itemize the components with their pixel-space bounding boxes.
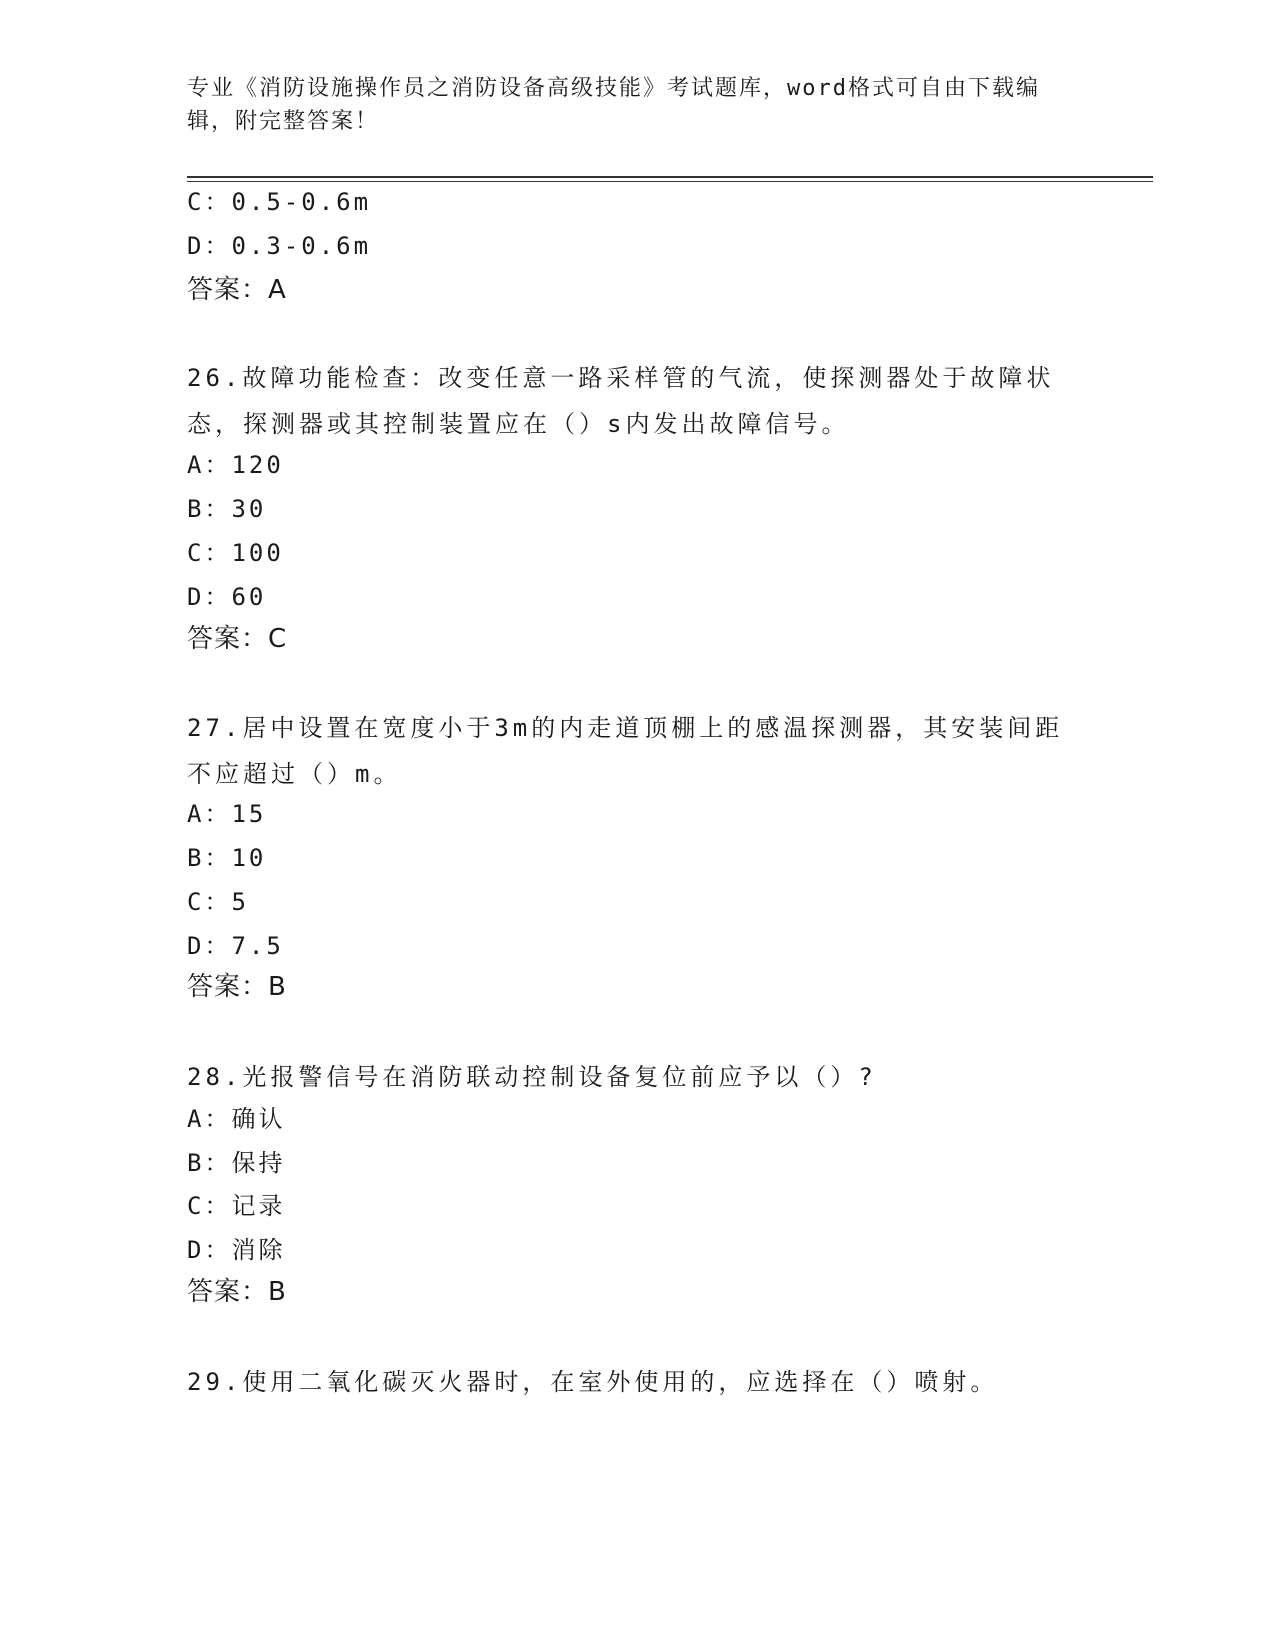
q26-option-a: A：120 (187, 451, 284, 479)
q27-answer: 答案：B (187, 972, 287, 1002)
q28-answer: 答案：B (187, 1277, 287, 1307)
q26-option-b: B：30 (187, 495, 267, 523)
q25-option-d: D：0.3-0.6m (187, 232, 372, 260)
header-divider (187, 176, 1153, 182)
q26-stem: 26.故障功能检查：改变任意一路采样管的气流，使探测器处于故障状态，探测器或其控制装置应在（）s内发出故障信号。 (187, 364, 1055, 438)
q25-answer: 答案：A (187, 275, 287, 305)
q27-option-d: D：7.5 (187, 932, 284, 960)
q26-option-d: D：60 (187, 583, 267, 611)
q28-option-d: D：消除 (187, 1236, 286, 1264)
q26-answer: 答案：C (187, 624, 288, 654)
page-header: 专业《消防设施操作员之消防设备高级技能》考试题库，word格式可自由下载编辑，附完整答案！ (187, 76, 1040, 134)
q28-option-b: B：保持 (187, 1149, 286, 1177)
q25-option-c: C：0.5-0.6m (187, 188, 372, 216)
q26-option-c: C：100 (187, 539, 284, 567)
q29-stem: 29.使用二氧化碳灭火器时，在室外使用的，应选择在（）喷射。 (187, 1368, 999, 1396)
q27-stem: 27.居中设置在宽度小于3m的内走道顶棚上的感温探测器，其安装间距不应超过（）m。 (187, 714, 1064, 788)
q28-option-c: C：记录 (187, 1192, 286, 1220)
q28-stem: 28.光报警信号在消防联动控制设备复位前应予以（）? (187, 1063, 877, 1091)
q27-option-c: C：5 (187, 888, 249, 916)
q28-option-a: A：确认 (187, 1105, 286, 1133)
q27-option-a: A：15 (187, 800, 267, 828)
q27-option-b: B：10 (187, 844, 267, 872)
